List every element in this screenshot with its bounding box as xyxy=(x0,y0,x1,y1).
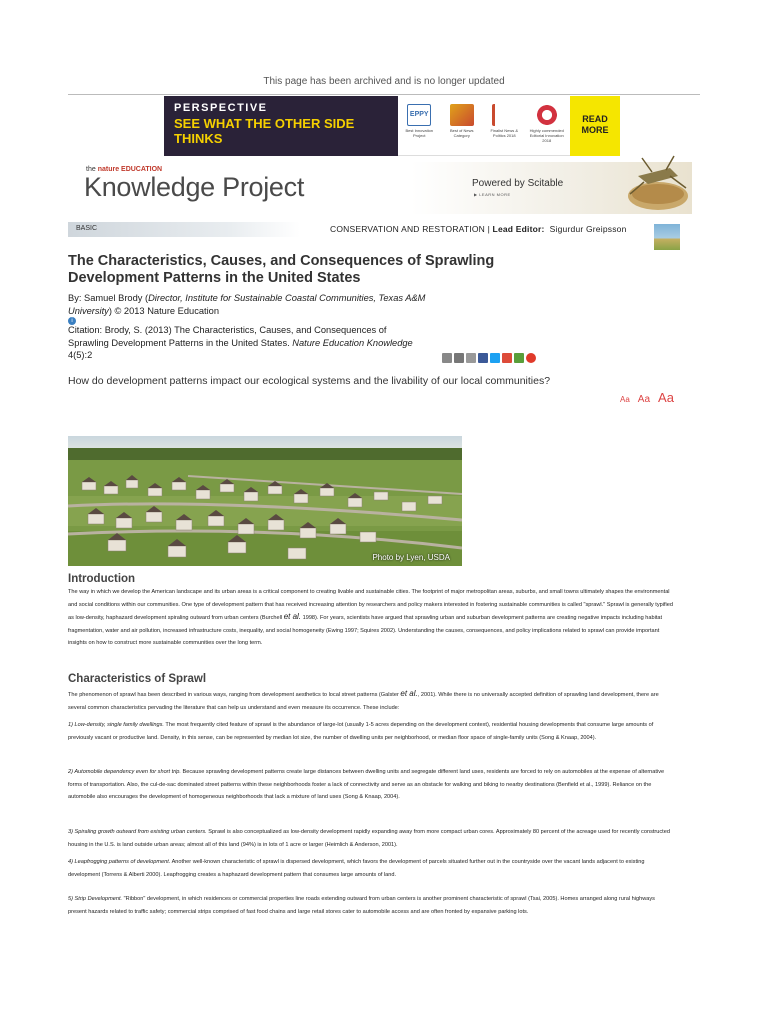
level-label: BASIC xyxy=(76,225,98,232)
site-title[interactable]: Knowledge Project xyxy=(84,172,305,202)
award-item: EPPY Best Innovation Project xyxy=(401,104,437,138)
ad-brand: PERSPECTIVE xyxy=(174,102,268,114)
powered-by: Powered by Scitable xyxy=(472,178,564,189)
bookmark-icon[interactable] xyxy=(442,353,452,363)
citation: Citation: Brody, S. (2013) The Characteristics, Causes, and Consequences of Sprawling Development Patterns in the United States. Nature Education Knowledge 4(5):2 xyxy=(68,325,413,360)
reddit-icon[interactable] xyxy=(526,353,536,363)
cricket-icon xyxy=(608,154,692,214)
info-icon[interactable]: i xyxy=(68,317,76,325)
award-item: Highly commended Editorial Innovation 2018 xyxy=(529,104,565,143)
top-divider xyxy=(68,94,700,95)
read-more-button[interactable]: READ MORE xyxy=(570,96,620,156)
editor-name[interactable]: Sigurdur Greipsson xyxy=(549,224,627,234)
characteristics-heading: Characteristics of Sprawl xyxy=(68,673,207,685)
email-icon[interactable] xyxy=(466,353,476,363)
ad-awards xyxy=(398,96,568,156)
topic-link[interactable]: CONSERVATION AND RESTORATION xyxy=(330,224,486,234)
w-award-icon xyxy=(450,104,474,126)
ad-perspective-panel[interactable] xyxy=(164,96,398,156)
article-title: The Characteristics, Causes, and Consequences of Sprawling Development Patterns in the United States xyxy=(68,253,495,286)
knowledge-project-header[interactable] xyxy=(68,162,692,214)
author-affiliation: Director, Institute for Sustainable Coastal Communities, Texas A&M University xyxy=(68,293,426,316)
nature-education-logo: the nature EDUCATION xyxy=(86,166,163,173)
font-small-button[interactable]: Aa xyxy=(620,395,630,404)
media-award-icon xyxy=(535,104,559,126)
award-item: Best of News Category xyxy=(444,104,480,138)
share-toolbar xyxy=(442,353,536,363)
level-bar xyxy=(68,222,300,237)
item-low-density: 1) Low-density, single family dwellings. The most frequently cited feature of sprawl is the abundance of large-lot (usually 1-5 acres depending on the development context), residential housing developments that consume large amounts of previously vacant or productive land. Density, in this sense, can be represented by median lot size, the number of dwelling units per neighborhood, or median floor space of single-family units (Song & Knaap, 2004). xyxy=(68,722,654,741)
photo-credit: Photo by Lyen, USDA xyxy=(372,553,450,562)
google-plus-icon[interactable] xyxy=(502,353,512,363)
topic-thumbnail[interactable] xyxy=(654,224,680,250)
item-leapfrogging: 4) Leapfrogging patterns of development. Another well-known characteristic of sprawl is dispersed development, which favors the development of parcels situated further out in the countryside over the vacant lands adjacent to existing development (Torrens & Alberti 2000). Leapfrogging creates a haphazard development pattern that consumes large amounts of land. xyxy=(68,859,645,878)
intro-paragraph: The way in which we develop the American landscape and its urban areas is a critical component to creating livable and sustainable cities. The footprint of major metropolitan areas, suburbs, and small towns ultimately shapes the environmental and social conditions within our communities. One type of development pattern that has received increasing attention by researchers and policy makers interested in fostering sustainable communities is called "sprawl." Sprawl is generally typified as low-density, haphazard development spiraling outward from urban centers (Burchell et al. 1998). For years, scientists have argued that sprawling urban and suburban development patterns are creating negative impacts including habitat fragmentation, water and air pollution, increased infrastructure costs, inequality, and social homogeneity (Ewing 1997; Squires 2002). Understanding the causes, consequences, and policy implications related to sprawl can provide important insights on how to construct more sustainable communities over the long term. xyxy=(68,589,673,647)
print-icon[interactable] xyxy=(454,353,464,363)
font-medium-button[interactable]: Aa xyxy=(637,394,651,405)
suburb-photo xyxy=(68,436,462,566)
twitter-icon[interactable] xyxy=(490,353,500,363)
font-large-button[interactable]: Aa xyxy=(658,390,674,405)
learn-more-link[interactable]: ▶ LEARN MORE xyxy=(474,192,511,197)
share-icon[interactable] xyxy=(514,353,524,363)
archived-notice: This page has been archived and is no longer updated xyxy=(263,76,505,87)
ad-headline: SEE WHAT THE OTHER SIDE THINKS xyxy=(174,116,355,146)
topic-editor-line: CONSERVATION AND RESTORATION | Lead Editor: Sigurdur Greipsson xyxy=(330,224,627,234)
facebook-icon[interactable] xyxy=(478,353,488,363)
item-strip-development: 5) Strip Development. "Ribbon" development, in which residences or commercial properties line roads extending outward from urban centers is another prominent characteristic of sprawl (Tsai, 2005). Homes arranged along rural highways present hazards related to traffic safety; commercial strips comprised of fast food chains and large retail stores cater to automobile access and are often fronted by expansive parking lots. xyxy=(68,896,655,915)
characteristics-intro: The phenomenon of sprawl has been described in various ways, ranging from development aesthetics to local street patterns (Galster et al., 2001). While there is no universally accepted definition of sprawling land development, there are several common characteristics pervading the literature that can help us understand and even measure its occurrence. These include: xyxy=(68,689,659,711)
intro-heading: Introduction xyxy=(68,573,136,585)
article-question: How do development patterns impact our ecological systems and the livability of our local communities? xyxy=(68,375,551,387)
eppy-award-icon: EPPY xyxy=(407,104,431,126)
award-item: Finalist News & Politics 2018 xyxy=(486,104,522,138)
suburb-photo-image xyxy=(68,436,462,566)
font-size-controls xyxy=(620,390,674,405)
byline: By: Samuel Brody (Director, Institute for Sustainable Coastal Communities, Texas A&M University) © 2013 Nature Education xyxy=(68,293,426,316)
ad-banner[interactable] xyxy=(164,96,589,156)
item-spiraling-growth: 3) Spiraling growth outward from existing urban centers. Sprawl is also conceptualized as low-density development rapidly expanding away from more compact urban cores. Approximately 80 percent of the acreage used for recently constructed housing in the U.S. is land outside urban areas; almost all of this land (94%) is in lots of 1 acre or larger (Heimlich & Anderson, 2001). xyxy=(68,829,670,848)
webby-award-icon xyxy=(492,104,516,126)
item-automobile: 2) Automobile dependency even for short trip. Because sprawling development patterns create large distances between dwelling units and segregate different land uses, residents are forced to rely on automobiles at the expense of alternative forms of transportation. Also, the cul-de-sac dominated street patterns within these neighborhoods foster a lack of connectivity and serve as an obstacle for walking and biking to nearby destinations (Benfield et al., 1999). Reliance on the automobile also encourages the development of homogeneous neighborhoods that lack a mixture of land uses (Song & Knaap, 2004). xyxy=(68,769,665,801)
